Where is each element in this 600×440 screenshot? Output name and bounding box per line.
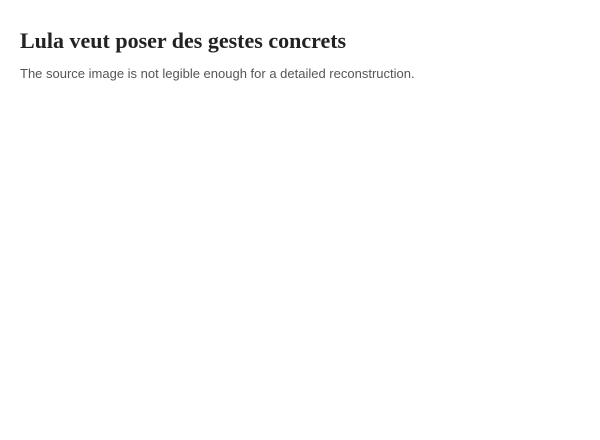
main-headline: Lula veut poser des gestes concrets (20, 28, 347, 53)
legibility-note: The source image is not legible enough for a detailed reconstruction. (20, 66, 415, 81)
